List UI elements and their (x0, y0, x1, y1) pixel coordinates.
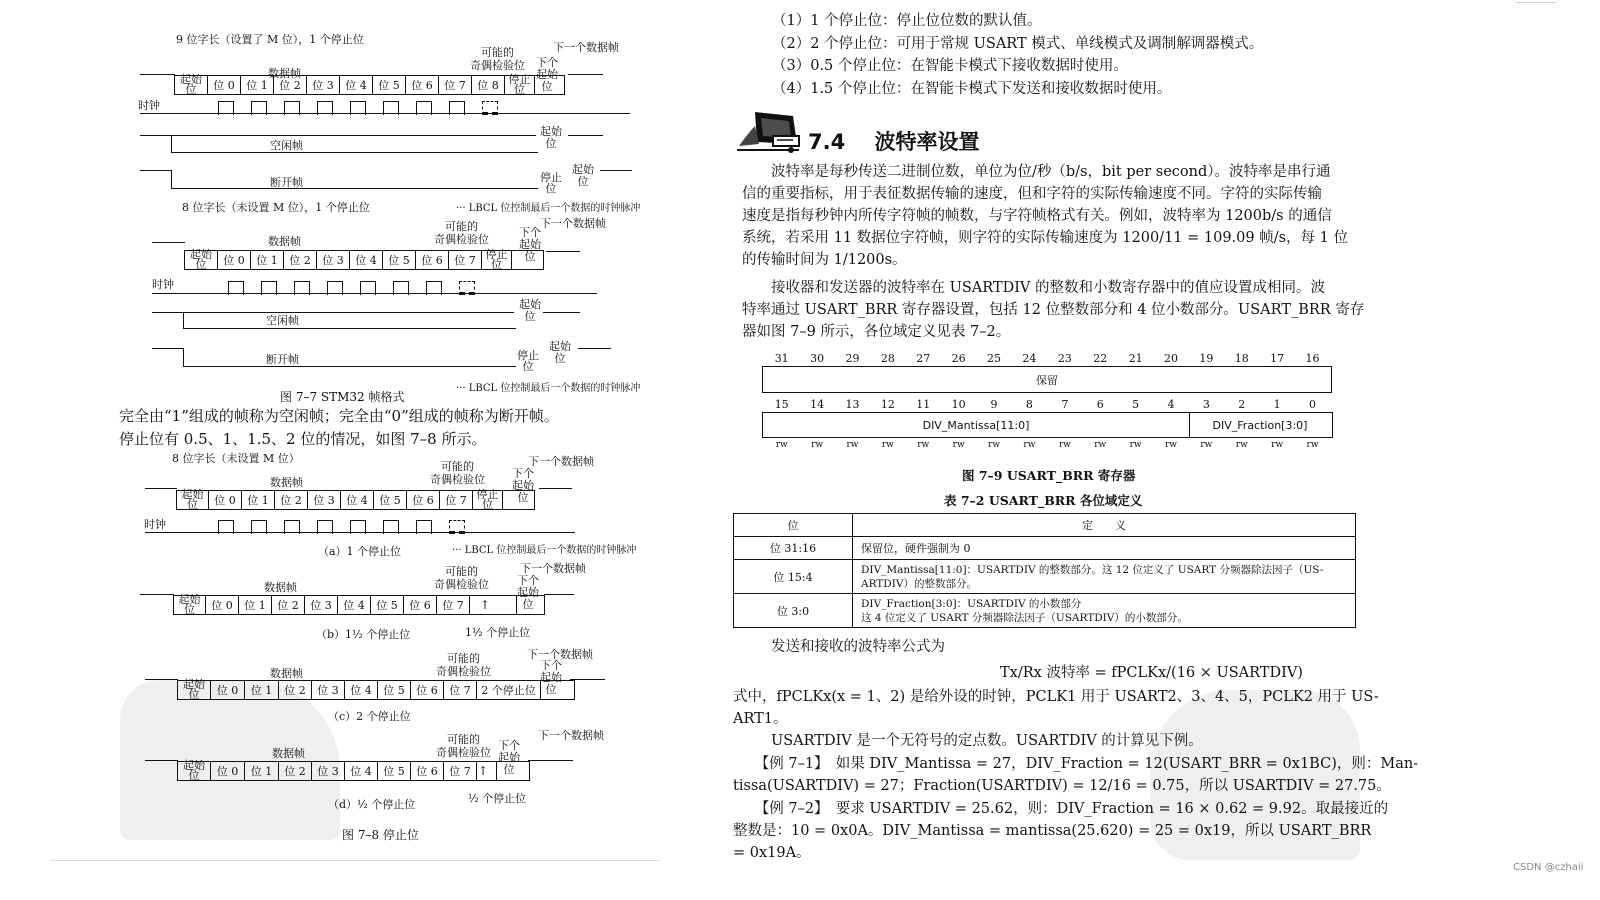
diag8-idle-start: 起始 位 (519, 298, 541, 323)
diag8-next-start-label: 下个 起始 位 (519, 226, 541, 263)
diag8-break-after (578, 348, 611, 349)
corner-rule (1516, 2, 1556, 3)
bit-2: 位 2 (274, 76, 307, 94)
table-cell-bits: 位 15:4 (734, 560, 853, 594)
fig78b-parity: 可能的 奇偶检验位 (434, 565, 489, 591)
fig78d-parity: 可能的 奇偶检验位 (436, 733, 491, 759)
diag8-break-stop: 停止 位 (517, 349, 539, 373)
section-title: 波特率设置 (874, 130, 980, 154)
start-bit: 起始 位 (184, 251, 218, 269)
bit-4: 位 4 (340, 76, 373, 94)
bit-4: 位 4 (338, 596, 371, 614)
section-heading (808, 126, 980, 156)
bit-6: 位 6 (411, 762, 444, 780)
bit-0: 位 0 (218, 251, 251, 269)
bit-8: 位 8 (472, 76, 505, 94)
bit-5: 位 5 (373, 76, 406, 94)
diag8-parity-label: 可能的 奇偶检验位 (434, 220, 489, 246)
diag9-title: 9 位字长（设置了 M 位），1 个停止位 (176, 33, 364, 46)
start-bit: 起始 位 (177, 681, 211, 699)
diag8-idle-line (152, 242, 185, 243)
diag8-title: 8 位字长（未设置 M 位），1 个停止位 (182, 201, 370, 214)
bit-3: 位 3 (308, 491, 341, 509)
fig78a-parity: 可能的 奇偶检验位 (430, 460, 485, 486)
next-start-bit (497, 762, 530, 780)
diag8-break-start: 起始 位 (549, 340, 571, 365)
page-bottom-rule (50, 860, 660, 861)
table-cell-definition: 保留位，硬件强制为 0 (853, 537, 1356, 560)
diag8-break-label: 断开帧 (266, 353, 299, 366)
baud-rate-formula: Tx/Rx 波特率 = fPCLKx/(16 × USARTDIV) (1000, 665, 1303, 681)
usartdiv-paragraph: 接收器和发送器的波特率在 USARTDIV 的整数和小数寄存器中的值应设置成相同。波 特率通过 USART_BRR 寄存器设置，包括 12 位整数部分和 4 位小数部分。USART_BRR 寄存 器如图 7–9 所示，各位域定义见表 7–2。 (742, 280, 1365, 340)
diag9-clock-label: 时钟 (138, 99, 160, 112)
fig78a-idle-line (145, 488, 177, 489)
bit-7: 位 7 (449, 251, 482, 269)
bit-1: 位 1 (245, 681, 279, 699)
fig78d-next-frame: 下一个数据帧 (538, 729, 604, 742)
fig78a-lbcl-note: ··· LBCL 位控制最后一个数据的时钟脉冲 (452, 545, 637, 556)
diag9-idle-high (140, 135, 172, 136)
diag9-idle-start: 起始 位 (540, 125, 562, 150)
fig78c-idle-line (145, 679, 178, 680)
next-start-bit (517, 596, 545, 614)
fig78d-arrow-icon: ↑ (478, 764, 489, 778)
bit-5: 位 5 (378, 762, 411, 780)
list-item: （2）2 个停止位：可用于常规 USART 模式、单线模式及调制解调器模式。 (772, 35, 1264, 52)
baud-rate-paragraph: 波特率是每秒传送二进制位数，单位为位/秒（b/s，bit per second）。波特率是串行通 信的重要指标，用于表征数据传输的速度，但和字符的实际传输速度不同。字符的实际传输 速度是指每秒钟内所传字符帧的帧数，与字符帧格式有关。例如，波特率为 1200b/s 的通信 系统，若采用 11 数据位字符帧，则字符的实际传输速度为 1200/11 = 109.09 帧/s，每 1 位 的传输时间为 1/1200s。 (742, 164, 1348, 268)
bit-0: 位 0 (206, 596, 239, 614)
bit-3: 位 3 (312, 681, 345, 699)
table-cell-bits: 位 31:16 (734, 537, 853, 560)
start-bit: 起始 位 (173, 596, 206, 614)
example-7-2: 【例 7–2】 要求 USARTDIV = 25.62，则：DIV_Fraction = 16 × 0.62 = 9.92。取最接近的 整数是：10 = 0x0A。DIV_Mantissa = mantissa(25.620) = 25 = 0x19，所以 USART_BRR = 0x19A。 (733, 801, 1389, 861)
diag8-idle-label: 空闲帧 (266, 314, 299, 327)
table-header-bits: 位 (734, 514, 853, 537)
bit-0: 位 0 (211, 762, 245, 780)
fig78b-next-line (544, 594, 574, 595)
formula-note: 式中，fPCLKx(x = 1、2) 是给外设的时钟，PCLK1 用于 USART2、3、4、5，PCLK2 用于 US- ART1。 (733, 689, 1379, 727)
bit-4: 位 4 (345, 762, 378, 780)
bit-7: 位 7 (437, 596, 470, 614)
diag9-parity-label: 可能的 奇偶检验位 (470, 46, 525, 72)
diag9-break-stop: 停止 位 (540, 171, 562, 195)
fig78a-clock-label: 时钟 (144, 518, 166, 531)
stop-2-bits: 2 个停止位 (477, 681, 541, 699)
fig78a-data-frame: 数据帧 (270, 476, 303, 489)
next-start-bit (535, 76, 565, 94)
bit-0: 位 0 (209, 491, 242, 509)
bit-field-table (733, 513, 1356, 628)
stop-bit-list (772, 10, 1263, 100)
diag8-idle-top (184, 312, 514, 313)
bit-3: 位 3 (307, 76, 340, 94)
fig78c-next-start: 下个 起始 位 (540, 659, 562, 696)
bit-0: 位 0 (208, 76, 241, 94)
csdn-watermark: CSDN @czhaii (1513, 862, 1584, 873)
register-access-row: rw rw rw rw rw rw rw rw rw rw rw rw rw rw rw rw (775, 440, 1319, 450)
diag9-data-frame-label: 数据帧 (268, 67, 301, 80)
bit-1: 位 1 (245, 762, 279, 780)
fig78c-frame-bits (177, 680, 575, 700)
list-item: （3）0.5 个停止位：在智能卡模式下接收数据时使用。 (772, 58, 1128, 74)
fig78d-subcaption: （d）½ 个停止位 (328, 798, 416, 811)
fig78c-data-frame: 数据帧 (270, 667, 303, 680)
bit-4: 位 4 (350, 251, 383, 269)
diag9-frame-bits (174, 75, 565, 95)
table-row (734, 560, 1356, 594)
diag9-next-line (568, 74, 603, 75)
fig78b-arrow-label: 1½ 个停止位 (465, 626, 531, 639)
diag8-next-frame: 下一个数据帧 (540, 217, 606, 230)
diag8-frame-bits (184, 250, 544, 270)
fig78c-next-frame: 下一个数据帧 (527, 648, 593, 661)
fig78a-next-start: 下个 起始 位 (512, 467, 534, 504)
next-start-bit (541, 681, 575, 699)
diag8-next-line (546, 251, 580, 252)
idle-break-paragraph: 完全由“1”组成的帧称为空闲帧；完全由“0”组成的帧称为断开帧。 (119, 407, 559, 425)
bit-0: 位 0 (211, 681, 245, 699)
table-cell-definition: DIV_Fraction[3:0]：USARTDIV 的小数部分 这 4 位定义了 USART 分频器除法因子（USARTDIV）的小数部分。 (853, 594, 1356, 628)
start-bit: 起始 位 (177, 762, 211, 780)
fig78a-next-line (539, 488, 572, 489)
diag9-idle-after (568, 135, 603, 136)
table-row (734, 537, 1356, 560)
fig78-title: 8 位字长（未设置 M 位） (172, 452, 300, 465)
section-number: 7.4 (808, 130, 846, 154)
bit-6: 位 6 (404, 596, 437, 614)
fig78c-subcaption: （c）2 个停止位 (328, 710, 411, 723)
next-start-bit (512, 251, 544, 269)
bit-2: 位 2 (275, 491, 308, 509)
fig78d-arrow-label: ½ 个停止位 (468, 792, 527, 805)
bit-6: 位 6 (407, 491, 440, 509)
formula-intro: 发送和接收的波特率公式为 (742, 639, 945, 655)
diag8-lbcl-note: ··· LBCL 位控制最后一个数据的时钟脉冲 (456, 383, 641, 394)
stop-bits-paragraph: 停止位有 0.5、1、1.5、2 位的情况，如图 7–8 所示。 (119, 430, 487, 448)
fig78d-next-line (528, 760, 573, 761)
bit-6: 位 6 (416, 251, 449, 269)
fig78c-parity: 可能的 奇偶检验位 (436, 652, 491, 678)
stop-1-5-bits (470, 596, 517, 614)
bit-3: 位 3 (317, 251, 350, 269)
fig78b-data-frame: 数据帧 (264, 581, 297, 594)
bit-1: 位 1 (251, 251, 284, 269)
bit-1: 位 1 (241, 76, 274, 94)
usartdiv-note: USARTDIV 是一个无符号的定点数。USARTDIV 的计算见下例。 (742, 733, 1203, 749)
register-mantissa-field: DIV_Mantissa[11:0] (762, 412, 1190, 438)
bit-2: 位 2 (279, 762, 312, 780)
diag9-idle-frame (171, 136, 538, 153)
bit-5: 位 5 (371, 596, 404, 614)
stop-bit: 停止 位 (505, 76, 535, 94)
table-row (734, 594, 1356, 628)
bit-7: 位 7 (444, 762, 477, 780)
bit-2: 位 2 (272, 596, 305, 614)
bit-2: 位 2 (279, 681, 312, 699)
table72-caption: 表 7–2 USART_BRR 各位域定义 (944, 493, 1143, 508)
table-cell-definition: DIV_Mantissa[11:0]：USARTDIV 的整数部分。这 12 位定义了 USART 分频器除法因子（US- ARTDIV）的整数部分。 (853, 560, 1356, 594)
bit-5: 位 5 (378, 681, 411, 699)
diag9-break-frame (171, 171, 538, 189)
fig78c-next-line (570, 679, 605, 680)
fig78b-arrow-icon: ↑ (480, 598, 491, 612)
diag9-lbcl-note: ··· LBCL 位控制最后一个数据的时钟脉冲 (456, 203, 641, 214)
diag8-clock-label: 时钟 (152, 278, 174, 291)
diag9-break-start: 起始 位 (572, 163, 594, 188)
table-cell-bits: 位 3:0 (734, 594, 853, 628)
fig78b-subcaption: （b）1½ 个停止位 (316, 628, 411, 641)
diag9-idle-label: 空闲帧 (270, 139, 303, 152)
fig78a-subcaption: （a）1 个停止位 (318, 545, 402, 558)
fig78-caption: 图 7–8 停止位 (342, 828, 419, 842)
fig78b-next-frame: 下一个数据帧 (520, 562, 586, 575)
stop-bit: 停止 位 (482, 251, 512, 269)
register-reserved-field: 保留 (762, 366, 1332, 393)
fig79-caption: 图 7–9 USART_BRR 寄存器 (962, 468, 1136, 483)
diag9-idle-line (140, 74, 175, 75)
table-header-row (734, 514, 1356, 537)
register-lower-bit-numbers: 15 14 13 12 11 10 9 8 7 6 5 4 3 2 1 0 (774, 398, 1317, 411)
diag9-idle-top (172, 135, 536, 136)
diag8-idle-high (152, 312, 184, 313)
diag8-idle-after (543, 312, 580, 313)
next-start-bit (503, 491, 535, 509)
fig78d-idle-line (145, 760, 178, 761)
register-upper-bit-numbers: 31 30 29 28 27 26 25 24 23 22 21 20 19 18 17 16 (774, 352, 1320, 365)
fig78d-next-start: 下个 起始 位 (498, 739, 520, 776)
diag9-next-start-label: 下个 起始 位 (536, 56, 558, 93)
bit-5: 位 5 (374, 491, 407, 509)
stop-bit: 停止 位 (473, 491, 503, 509)
bit-1: 位 1 (242, 491, 275, 509)
bit-7: 位 7 (444, 681, 477, 699)
fig78a-next-frame: 下一个数据帧 (528, 455, 594, 468)
diag8-clock-pulses (228, 279, 492, 295)
diag8-break-frame (183, 349, 516, 367)
bit-3: 位 3 (312, 762, 345, 780)
table-header-definition: 定 义 (853, 514, 1356, 537)
fig78b-idle-line (140, 594, 174, 595)
list-item: （1）1 个停止位：停止位位数的默认值。 (772, 13, 1042, 29)
example-7-1: 【例 7–1】 如果 DIV_Mantissa = 27，DIV_Fraction = 12(USART_BRR = 0x1BC)，则：Man- tissa(USARTDIV) = 27；Fraction(USARTDIV) = 12/16 = 0.75，所以 USARTDIV = 27.75。 (733, 756, 1419, 794)
bit-6: 位 6 (411, 681, 444, 699)
register-fraction-field: DIV_Fraction[3:0] (1188, 412, 1333, 438)
start-bit: 起始 位 (176, 491, 209, 509)
fig78d-data-frame: 数据帧 (272, 747, 305, 760)
start-bit: 起始 位 (174, 76, 208, 94)
bit-7: 位 7 (440, 491, 473, 509)
diag8-break-high (152, 348, 184, 349)
diag9-break-high (140, 170, 172, 171)
bit-6: 位 6 (406, 76, 439, 94)
bit-1: 位 1 (239, 596, 272, 614)
fig78a-clock-pulses (218, 518, 482, 534)
fig78a-frame-bits (176, 490, 535, 510)
diag9-break-after (600, 170, 632, 171)
bit-5: 位 5 (383, 251, 416, 269)
fig78b-next-start: 下个 起始 位 (517, 574, 539, 611)
diag9-next-frame: 下一个数据帧 (553, 41, 619, 54)
bit-7: 位 7 (439, 76, 472, 94)
diag9-clock-pulses (218, 99, 515, 115)
bit-2: 位 2 (284, 251, 317, 269)
bit-3: 位 3 (305, 596, 338, 614)
bit-4: 位 4 (341, 491, 374, 509)
fig77-caption: 图 7–7 STM32 帧格式 (280, 390, 405, 404)
computer-icon (735, 106, 803, 154)
diag8-data-frame-label: 数据帧 (268, 235, 301, 248)
diag9-break-label: 断开帧 (270, 176, 303, 189)
diag8-idle-frame (183, 313, 516, 329)
bit-4: 位 4 (345, 681, 378, 699)
list-item: （4）1.5 个停止位：在智能卡模式下发送和接收数据时使用。 (772, 80, 1172, 97)
